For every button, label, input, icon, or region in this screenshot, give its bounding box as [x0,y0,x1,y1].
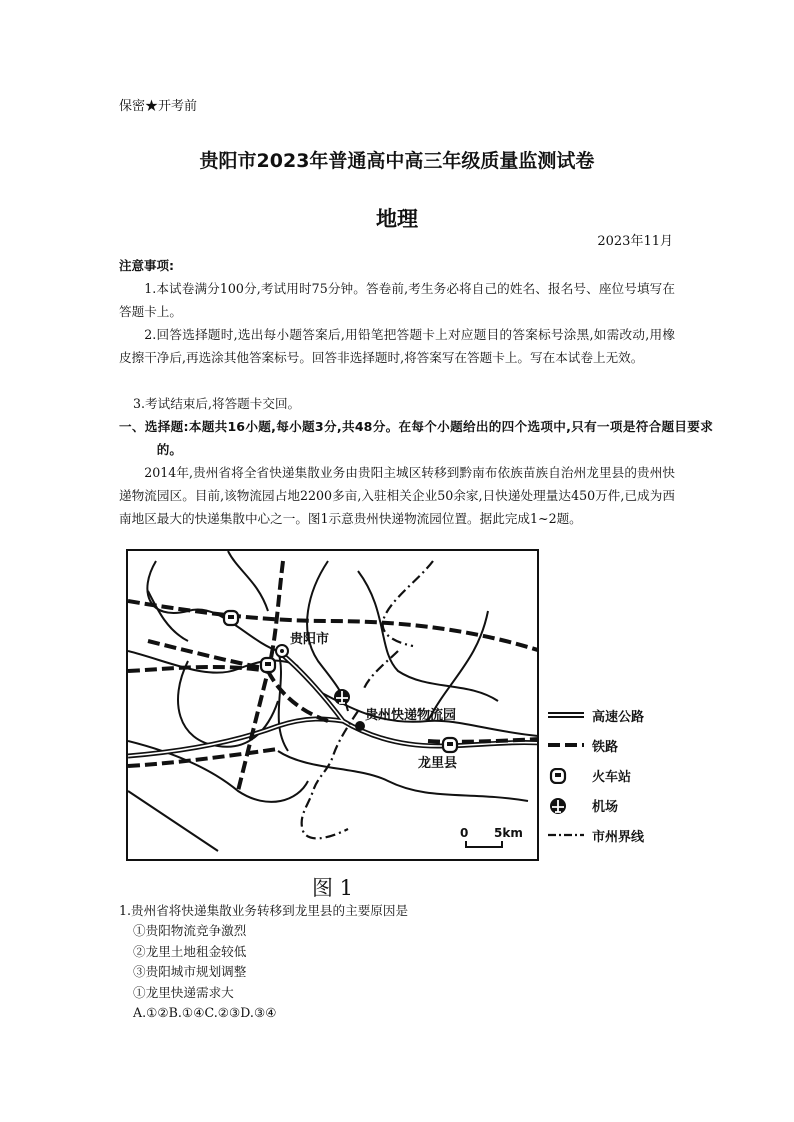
highway-icon [548,708,584,722]
confidential-label: 保密★开考前 [119,99,198,114]
scale-bar [460,826,523,847]
figure-caption: 图 1 [311,876,354,900]
question-stem: 1.贵州省将快递集散业务转移到龙里县的主要原因是 [119,903,409,918]
exam-title: 贵阳市2023年普通高中高三年级质量监测试卷 [199,150,595,172]
legend-label: 铁路 [592,739,619,755]
train-station-icon [224,611,238,625]
railway-icon [548,738,584,752]
legend-train-station [548,764,631,786]
exam-date: 2023年11月 [597,234,673,249]
legend-label: 市州界线 [592,829,645,845]
legend-railway [548,734,618,756]
legend-highway [548,704,644,726]
option-2: ②龙里土地租金较低 [133,944,247,959]
park-marker [355,721,365,731]
label-park: 贵州快递物流园 [365,708,457,723]
train-station-icon [261,658,275,672]
scale-zero: 0 [460,826,469,840]
section-heading: 一、选择题:本题共16小题,每小题3分,共48分。在每个小题给出的四个选项中,只有一项是符合题目要求的。 [119,419,713,457]
option-4: ①龙里快递需求大 [133,985,234,1000]
city-boundary-icon [548,828,584,842]
legend-airport [548,794,618,816]
notice-item-1: 1.本试卷满分100分,考试用时75分钟。答卷前,考生务必将自己的姓名、报名号、座位号填写在答题卡上。 [119,281,675,319]
legend-label: 高速公路 [592,709,645,725]
answer-choices: A.①②B.①④C.②③D.③④ [133,1005,277,1020]
scale-km: 5km [494,826,523,840]
notice-heading: 注意事项: [119,258,174,273]
legend-label: 火车站 [592,769,632,785]
notice-item-2: 2.回答选择题时,选出每小题答案后,用铅笔把答题卡上对应题目的答案标号涂黑,如需改动,用橡皮擦干净后,再选涂其他答案标号。回答非选择题时,将答案写在答题卡上。写在本试卷上无效。 [119,327,675,365]
map-legend [548,700,688,850]
notice-item-3: 3.考试结束后,将答题卡交回。 [133,396,301,411]
legend-label: 机场 [592,799,619,815]
subject-title: 地理 [376,207,418,231]
label-longli: 龙里县 [418,756,458,771]
option-1: ①贵阳物流竞争激烈 [133,923,247,938]
label-guiyang: 贵阳市 [290,632,330,647]
airport-icon [334,689,350,705]
train-station-icon [443,738,457,752]
legend-city-boundary [548,824,644,846]
option-3: ③贵阳城市规划调整 [133,964,247,979]
passage-text: 2014年,贵州省将全省快递集散业务由贵阳主城区转移到黔南布依族苗族自治州龙里县的贵州快递物流园区。目前,该物流园占地2200多亩,入驻相关企业50余家,日快递处理量达450万件,已成为西南地区最大的快递集散中心之一。图1示意贵州快递物流园位置。据此完成1~2题。 [119,465,675,526]
train-station-icon [548,768,584,782]
logistics-map [126,549,539,861]
airport-icon [548,798,584,812]
